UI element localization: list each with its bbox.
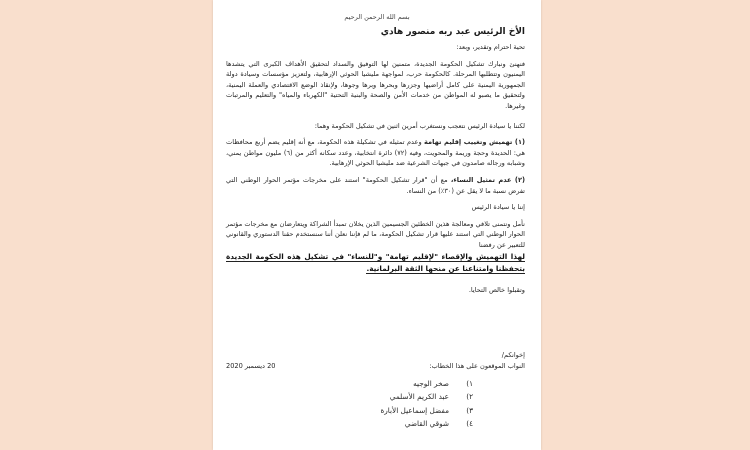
addressee: الأخ الرئيس عبد ربه منصور هادي <box>380 27 525 37</box>
greeting: تحية احترام وتقدير، وبعد: <box>456 43 525 51</box>
signers-block <box>226 350 525 430</box>
paragraph-tihama <box>226 137 525 169</box>
rejection-text: لهذا التهميش والإقصاء "لإقليم تهامة" و"للنساء" في تشكيل هذه الحكومة الجديدة بتحفظنا وامتناعنا عن منحها الثقة البرلمانية. <box>226 251 525 273</box>
basmala: بسم الله الرحمن الرحيم <box>344 13 410 21</box>
paragraph-concerns-intro: لكننا يا سيادة الرئيس نتعجب ونستغرب أمرين اثنين في تشكيل الحكومة وهما: <box>314 121 525 130</box>
paragraph-rejection <box>226 251 525 276</box>
tihama-lead: (١) تهميش وتغييب إقليم تهامة <box>424 138 525 147</box>
women-lead: (٢) عدم تمثيل النساء، <box>450 175 525 184</box>
signer-name: شوقي القاضي <box>404 418 449 428</box>
signer-item <box>226 417 525 430</box>
signer-number: ٤) <box>466 418 473 428</box>
signer-number: ٢) <box>466 392 473 402</box>
paragraph-congratulations: فنهنئ ونبارك تشكيل الحكومة الجديدة، متمنين لها التوفيق والسداد لتحقيق الأهداف الكبرى التي يتشدها اليمنيون وتتطلبها المرحلة. كالحكومة حرب، لمواجهة مليشيا الحوثي الإرهابية، ولتعزيز مؤسسات وسيادة دولة الجمهورية اليمنية على كامل أراضيها وجزرها وبحرها وبرها وجوها، ولإنقاذ الوضع الاقتصادي والعملة اليمنية، ولتحقيق ما يصبو له المواطن من خدمات الأمن والصحة والبنية التحتية "الكهرباء والمياه" والتعليم والمرتبات وغيرها. <box>226 59 525 110</box>
paragraph-address: إننا يا سيادة الرئيس <box>471 203 525 212</box>
signer-name: مفضل إسماعيل الأبارة <box>380 405 449 415</box>
paragraph-demand: نأمل ونتمنى تلافي ومعالجة هذين الخطئين الجسيمين الذين يخلان تمبدأ الشراكة ويتعارضان مع مخرجات مؤتمر الحوار الوطني التي استند عليها قرار تشكيل الحكومة، ما لم فإننا نعلن أننا سنستخدم حقنا الدستوري والقانوني للتعبير عن رفضنا <box>226 219 525 249</box>
tihama-text: وعدم تمثيله في تشكيلة هذه الحكومة، مع أنه إقليم يضم أربع محافظات هي: الحديدة وحجة وريمة والمحويت، وفيه (٧٢) دائرة انتخابية، وعدد سكانه أكثر من (٦) مليون مواطن يمني، وشبابه ورجاله صامدون في جبهات الشرعية ضد مليشيا الحوثي الإرهابية. <box>226 138 525 168</box>
paragraph-women <box>226 175 525 196</box>
signer-item <box>226 377 525 390</box>
salutation: إخوانكم/ <box>501 351 525 359</box>
closing: وتقبلوا خالص التحايا. <box>468 285 525 294</box>
signer-name: عبد الكريم الأسلمي <box>389 392 449 402</box>
women-text: مع أن "قرار تشكيل الحكومة" استند على مخرجات مؤتمر الحوار الوطني التي تفرض نسبة ما لا يقل عن (٣٠٪) من النساء. <box>226 175 525 195</box>
signer-number: ١) <box>466 379 473 389</box>
letter-page <box>213 0 541 450</box>
signers-list <box>226 377 525 430</box>
signers-label: النواب الموقعون على هذا الخطاب: <box>429 361 525 370</box>
signer-number: ٣) <box>466 405 473 415</box>
signer-item <box>226 390 525 403</box>
letter-date: 20 ديسمبر 2020 <box>226 361 276 370</box>
signer-item <box>226 404 525 417</box>
letter-body <box>226 42 525 295</box>
signer-name: صخر الوجيه <box>413 379 449 389</box>
